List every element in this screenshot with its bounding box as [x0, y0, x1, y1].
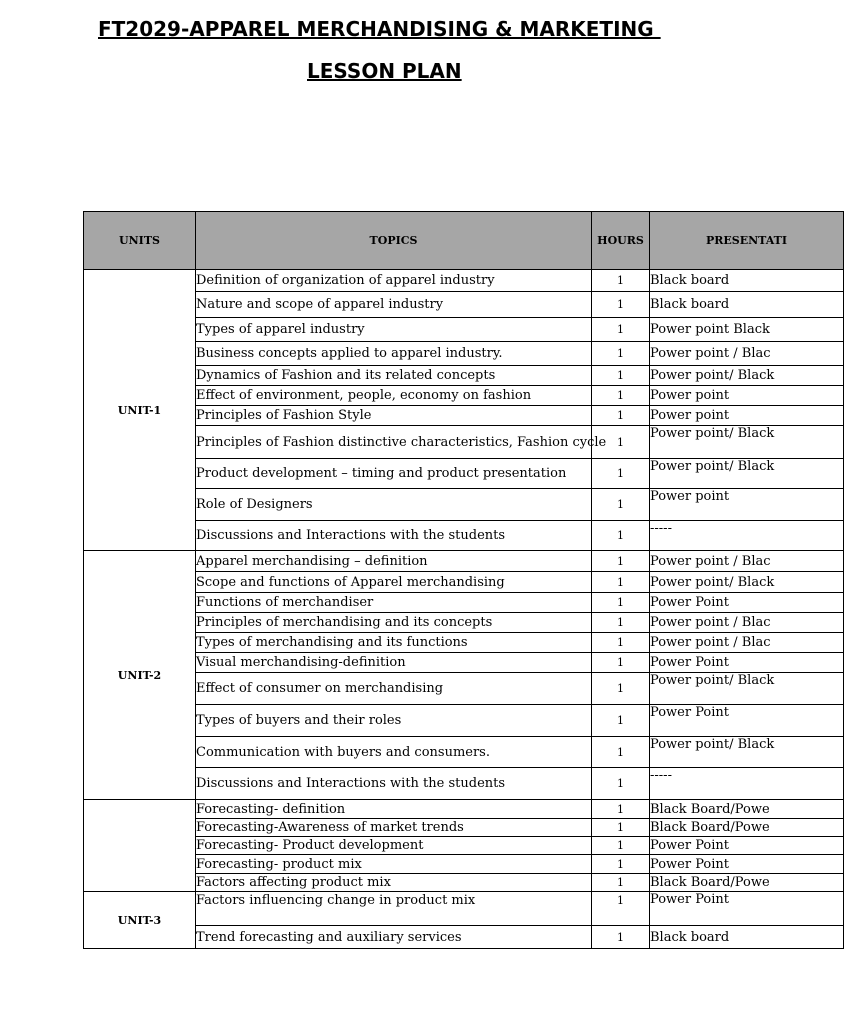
presentation-cell: Power point/ Black [650, 737, 844, 768]
presentation-cell: ----- [650, 768, 844, 800]
document-subtitle: LESSON PLAN [307, 59, 462, 83]
table-row [84, 593, 844, 613]
hours-cell: 1 [592, 270, 650, 292]
presentation-cell: Power point Black [650, 318, 844, 342]
topic-cell: Business concepts applied to apparel industry. [196, 342, 592, 366]
table-row [84, 292, 844, 318]
topic-cell: Types of merchandising and its functions [196, 633, 592, 653]
table-row [84, 459, 844, 489]
presentation-cell: Power point [650, 489, 844, 521]
table-row [84, 572, 844, 593]
presentation-cell: Black Board/Powe [650, 819, 844, 837]
topic-cell: Product development – timing and product presentation [196, 459, 592, 489]
column-header-units: UNITS [84, 212, 196, 270]
table-row [84, 653, 844, 673]
topic-cell: Functions of merchandiser [196, 593, 592, 613]
hours-cell: 1 [592, 489, 650, 521]
table-row [84, 705, 844, 737]
column-header-presentation: PRESENTATI [650, 212, 844, 270]
topic-cell: Forecasting- Product development [196, 837, 592, 855]
hours-cell: 1 [592, 551, 650, 572]
topic-cell: Types of apparel industry [196, 318, 592, 342]
topic-cell: Factors affecting product mix [196, 874, 592, 892]
presentation-cell: Power Point [650, 705, 844, 737]
topic-cell: Role of Designers [196, 489, 592, 521]
presentation-cell: Power point/ Black [650, 366, 844, 386]
hours-cell: 1 [592, 837, 650, 855]
hours-cell: 1 [592, 386, 650, 406]
topic-cell: Scope and functions of Apparel merchandising [196, 572, 592, 593]
document-title: FT2029-APPAREL MERCHANDISING & MARKETING [98, 17, 661, 41]
topic-cell: Apparel merchandising – definition [196, 551, 592, 572]
table-row [84, 489, 844, 521]
presentation-cell: Power Point [650, 593, 844, 613]
topic-cell: Forecasting- product mix [196, 855, 592, 874]
hours-cell: 1 [592, 874, 650, 892]
presentation-cell: Black board [650, 270, 844, 292]
table-row [84, 386, 844, 406]
hours-cell: 1 [592, 768, 650, 800]
topic-cell: Definition of organization of apparel industry [196, 270, 592, 292]
hours-cell: 1 [592, 613, 650, 633]
presentation-cell: Black Board/Powe [650, 800, 844, 819]
unit-label [84, 800, 196, 892]
table-row [84, 800, 844, 819]
presentation-cell: Power point / Blac [650, 342, 844, 366]
topic-cell: Visual merchandising-definition [196, 653, 592, 673]
topic-cell: Principles of Fashion distinctive characteristics, Fashion cycle [196, 426, 592, 459]
hours-cell: 1 [592, 366, 650, 386]
lesson-plan-table [83, 211, 844, 949]
table-row [84, 551, 844, 572]
topic-cell: Discussions and Interactions with the students [196, 521, 592, 551]
topic-cell: Forecasting- definition [196, 800, 592, 819]
topic-cell: Principles of merchandising and its concepts [196, 613, 592, 633]
hours-cell: 1 [592, 633, 650, 653]
topic-cell: Communication with buyers and consumers. [196, 737, 592, 768]
topic-cell: Types of buyers and their roles [196, 705, 592, 737]
hours-cell: 1 [592, 926, 650, 949]
presentation-cell: Power point / Blac [650, 613, 844, 633]
topic-cell: Nature and scope of apparel industry [196, 292, 592, 318]
hours-cell: 1 [592, 459, 650, 489]
table-row [84, 426, 844, 459]
table-row [84, 366, 844, 386]
hours-cell: 1 [592, 593, 650, 613]
topic-cell: Dynamics of Fashion and its related concepts [196, 366, 592, 386]
presentation-cell: Power point [650, 406, 844, 426]
table-row [84, 521, 844, 551]
presentation-cell: Black board [650, 292, 844, 318]
hours-cell: 1 [592, 855, 650, 874]
hours-cell: 1 [592, 673, 650, 705]
topic-cell: Effect of consumer on merchandising [196, 673, 592, 705]
table-row [84, 342, 844, 366]
presentation-cell: Black board [650, 926, 844, 949]
presentation-cell: Power Point [650, 837, 844, 855]
hours-cell: 1 [592, 572, 650, 593]
hours-cell: 1 [592, 737, 650, 768]
presentation-cell: Power point/ Black [650, 426, 844, 459]
table-row [84, 926, 844, 949]
hours-cell: 1 [592, 819, 650, 837]
presentation-cell: Black Board/Powe [650, 874, 844, 892]
presentation-cell: Power point/ Black [650, 572, 844, 593]
presentation-cell: Power point / Blac [650, 633, 844, 653]
unit-label: UNIT-2 [84, 551, 196, 800]
hours-cell: 1 [592, 800, 650, 819]
table-body [84, 270, 844, 949]
hours-cell: 1 [592, 406, 650, 426]
presentation-cell: Power Point [650, 892, 844, 926]
topic-cell: Effect of environment, people, economy on fashion [196, 386, 592, 406]
hours-cell: 1 [592, 653, 650, 673]
hours-cell: 1 [592, 892, 650, 926]
presentation-cell: Power Point [650, 855, 844, 874]
presentation-cell: ----- [650, 521, 844, 551]
hours-cell: 1 [592, 342, 650, 366]
table-row [84, 892, 844, 926]
presentation-cell: Power Point [650, 653, 844, 673]
topic-cell: Forecasting-Awareness of market trends [196, 819, 592, 837]
column-header-topics: TOPICS [196, 212, 592, 270]
column-header-hours: HOURS [592, 212, 650, 270]
table-row [84, 406, 844, 426]
table-row [84, 837, 844, 855]
table-row [84, 855, 844, 874]
table-row [84, 874, 844, 892]
table-row [84, 318, 844, 342]
table-row [84, 633, 844, 653]
table-row [84, 270, 844, 292]
hours-cell: 1 [592, 318, 650, 342]
table-header-row [84, 212, 844, 270]
table-row [84, 819, 844, 837]
topic-cell: Factors influencing change in product mix [196, 892, 592, 926]
presentation-cell: Power point / Blac [650, 551, 844, 572]
topic-cell: Trend forecasting and auxiliary services [196, 926, 592, 949]
hours-cell: 1 [592, 292, 650, 318]
presentation-cell: Power point [650, 386, 844, 406]
hours-cell: 1 [592, 426, 650, 459]
unit-label: UNIT-3 [84, 892, 196, 949]
table-row [84, 613, 844, 633]
presentation-cell: Power point/ Black [650, 459, 844, 489]
unit-label: UNIT-1 [84, 270, 196, 551]
table-row [84, 673, 844, 705]
topic-cell: Discussions and Interactions with the students [196, 768, 592, 800]
hours-cell: 1 [592, 521, 650, 551]
hours-cell: 1 [592, 705, 650, 737]
presentation-cell: Power point/ Black [650, 673, 844, 705]
topic-cell: Principles of Fashion Style [196, 406, 592, 426]
table-row [84, 737, 844, 768]
table-row [84, 768, 844, 800]
